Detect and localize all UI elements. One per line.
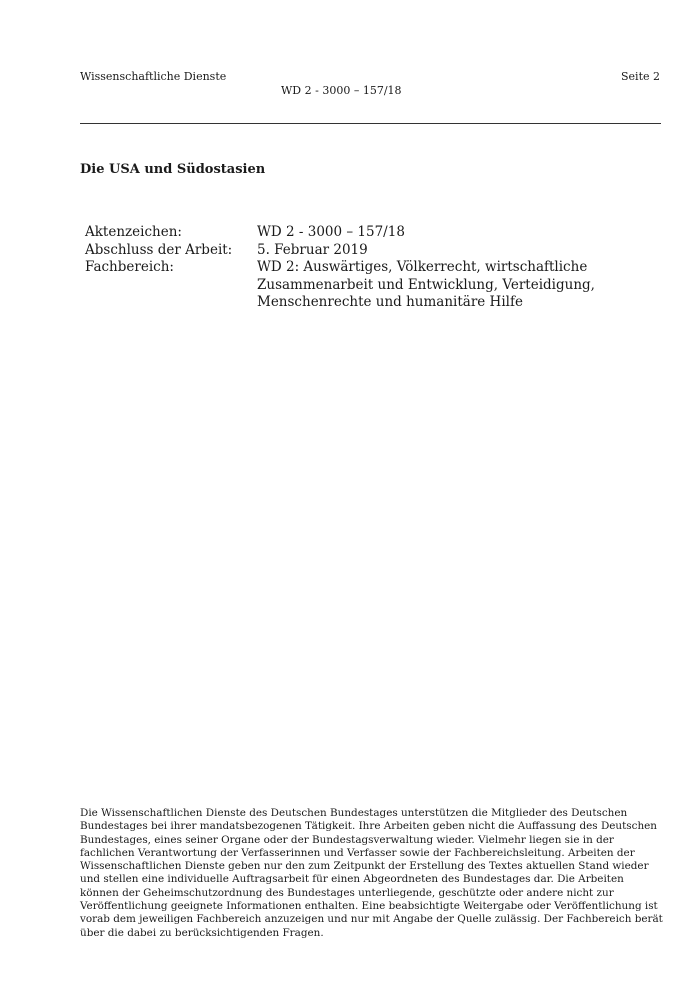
metadata-table: [85, 224, 661, 312]
document-title: Die USA und Südostasien: [80, 162, 266, 177]
metadata-row-completion-date: [85, 242, 661, 260]
metadata-label: Abschluss der Arbeit:: [85, 241, 233, 258]
header-institution: Wissenschaftliche Dienste: [80, 70, 227, 83]
metadata-row-department: [85, 259, 661, 312]
metadata-row-file-number: [85, 224, 661, 242]
metadata-value: 5. Februar 2019: [257, 241, 368, 258]
header-page-number: Seite 2: [621, 70, 660, 83]
metadata-value: WD 2 - 3000 – 157/18: [257, 224, 405, 240]
header-reference: WD 2 - 3000 – 157/18: [281, 84, 402, 97]
header-divider: [80, 123, 661, 124]
metadata-value: WD 2: Auswärtiges, Völkerrecht, wirtschaftliche Zusammenarbeit und Entwicklung, Verteidigung, Menschenrechte und humanitäre Hilfe: [257, 259, 595, 310]
disclaimer-text: Die Wissenschaftlichen Dienste des Deutschen Bundestages unterstützen die Mitglieder des Deutschen Bundestages bei ihrer mandatsbezogenen Tätigkeit. Ihre Arbeiten geben nicht die Auffassung des Deutschen Bundestages, eines seiner Organe oder der Bundestagsverwaltung wieder. Vielmehr liegen sie in der fachlichen Verantwortung der Verfasserinnen und Verfasser sowie der Fachbereichsleitung. Arbeiten der Wissenschaftlichen Dienste geben nur den zum Zeitpunkt der Erstellung des Textes aktuellen Stand wieder und stellen eine individuelle Auftragsarbeit für einen Abgeordneten des Bundestages dar. Die Arbeiten können der Geheimschutzordnung des Bundestages unterliegende, geschützte oder andere nicht zur Veröffentlichung geeignete Informationen enthalten. Eine beabsichtigte Weitergabe oder Veröffentlichung ist vorab dem jeweiligen Fachbereich anzuzeigen und nur mit Angabe der Quelle zulässig. Der Fachbereich berät über die dabei zu berücksichtigenden Fragen.: [80, 807, 663, 939]
metadata-label: Fachbereich:: [85, 259, 174, 275]
metadata-label: Aktenzeichen:: [85, 224, 182, 240]
